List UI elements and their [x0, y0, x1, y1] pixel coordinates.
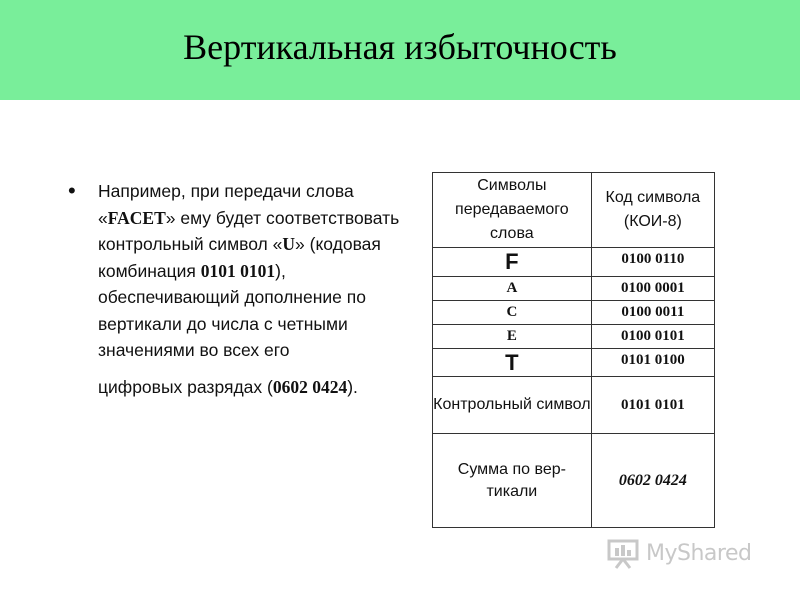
symbol-cell: A [433, 277, 592, 301]
bullet-text-part: ). [347, 376, 358, 397]
code-cell: 0100 0001 [591, 277, 714, 301]
bullet-text [98, 178, 418, 400]
presentation-board-icon [606, 536, 640, 570]
header-code: Код символа (КОИ-8) [591, 173, 714, 248]
symbol-cell: F [433, 248, 592, 277]
bullet-last-line [98, 374, 358, 401]
symbol-cell: C [433, 301, 592, 325]
slide-title: Вертикальная избыточность [183, 27, 617, 67]
bullet-bold-symbol: U [282, 234, 296, 254]
table-row [433, 277, 715, 301]
bullet-text-part: » ему будет соответствовать контрольный символ « [98, 207, 400, 254]
bullet-bold-sum: 0602 0424 [272, 376, 348, 397]
bullet-text-part: ), обеспечивающий дополнение по вертикали до числа с четными значениями во всех его [98, 260, 366, 360]
code-cell: 0100 0101 [591, 325, 714, 349]
table-row [433, 248, 715, 277]
bullet-marker: • [68, 178, 76, 203]
code-cell: 0100 0011 [591, 301, 714, 325]
table-row [433, 325, 715, 349]
sum-label: Сумма по вер-тикали [433, 434, 592, 528]
bullet-text-part: » (кодовая комбинация [98, 234, 381, 281]
control-label: Контрольный символ [433, 377, 592, 434]
code-table [432, 172, 715, 528]
bullet-bold-word: FACET [107, 207, 166, 228]
sum-row [433, 434, 715, 528]
table-header-row [433, 173, 715, 248]
bullet-text-part: цифровых разрядах ( [98, 376, 273, 397]
watermark [606, 536, 751, 570]
table-row [433, 301, 715, 325]
bullet-bold-code: 0101 0101 [200, 260, 276, 281]
bullet-text-part: Например, при передачи слова « [98, 181, 354, 228]
symbol-cell: E [433, 325, 592, 349]
control-code: 0101 0101 [591, 377, 714, 434]
header-symbols: Символы передаваемого слова [433, 173, 592, 248]
symbol-cell: T [433, 349, 592, 377]
sum-code: 0602 0424 [591, 434, 714, 528]
code-cell: 0101 0100 [591, 349, 714, 377]
control-row [433, 377, 715, 434]
table-row [433, 349, 715, 377]
watermark-text: MyShared [646, 540, 752, 566]
code-cell: 0100 0110 [591, 248, 714, 277]
